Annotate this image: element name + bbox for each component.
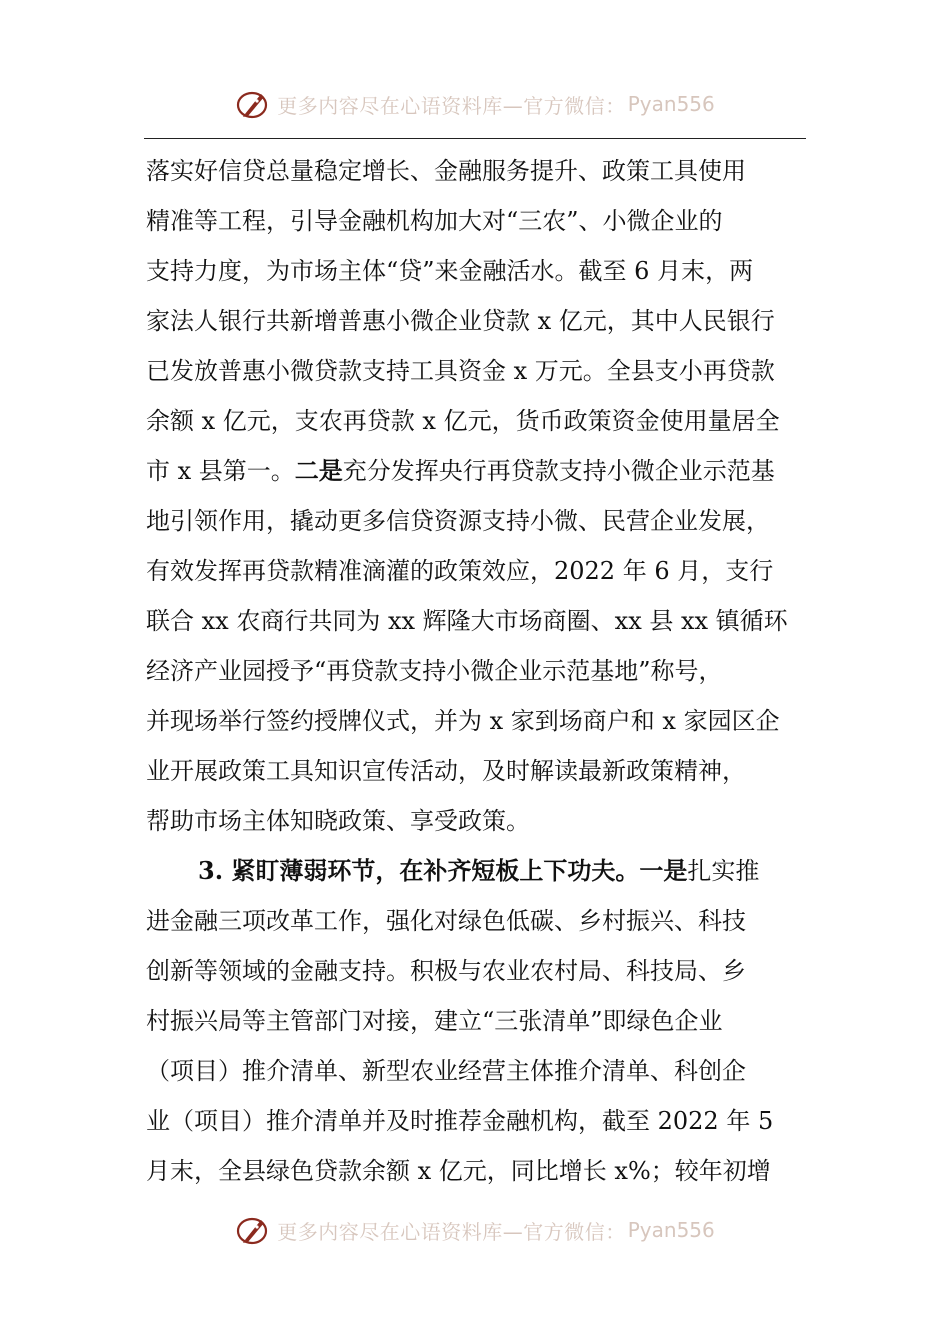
text-segment: 地引领作用，撬动更多信贷资源支持小微、民营企业发展， [146, 507, 770, 535]
footer-banner-text: 更多内容尽在心语资料库—官方微信： [277, 1219, 626, 1244]
text-line [146, 446, 808, 496]
text-segment: （项目）推介清单、新型农业经营主体推介清单、科创企 [146, 1057, 746, 1085]
text-line [146, 196, 808, 246]
footer-watermark-banner [0, 1210, 950, 1250]
text-line [146, 1146, 808, 1196]
header-divider [144, 138, 806, 139]
text-line [146, 246, 808, 296]
header-banner-handle: Pyan556 [627, 92, 715, 116]
document-body [146, 146, 808, 1196]
text-segment: 业开展政策工具知识宣传活动，及时解读最新政策精神， [146, 757, 746, 785]
header-banner-text: 更多内容尽在心语资料库—官方微信： [277, 93, 626, 118]
text-line [146, 846, 808, 896]
text-line [146, 496, 808, 546]
text-segment: 帮助市场主体知晓政策、享受政策。 [146, 807, 530, 835]
text-line [146, 646, 808, 696]
footer-banner-handle: Pyan556 [627, 1218, 715, 1242]
text-line [146, 1096, 808, 1146]
text-line [146, 696, 808, 746]
text-segment: 家法人银行共新增普惠小微企业贷款 x 亿元，其中人民银行 [146, 307, 775, 335]
text-segment: 村振兴局等主管部门对接，建立“三张清单”即绿色企业 [146, 1007, 723, 1035]
text-segment: 进金融三项改革工作，强化对绿色低碳、乡村振兴、科技 [146, 907, 746, 935]
text-segment: 扎实推 [687, 857, 760, 885]
text-segment: 精准等工程，引导金融机构加大对“三农”、小微企业的 [146, 207, 723, 235]
text-line [146, 946, 808, 996]
header-watermark-banner [0, 84, 950, 124]
bold-text-segment: 3. 紧盯薄弱环节，在补齐短板上下功夫。一是 [198, 856, 688, 885]
text-segment: 月末，全县绿色贷款余额 x 亿元，同比增长 x%；较年初增 [146, 1157, 771, 1185]
text-segment: 业（项目）推介清单并及时推荐金融机构，截至 2022 年 5 [146, 1107, 774, 1135]
text-segment: 已发放普惠小微贷款支持工具资金 x 万元。全县支小再贷款 [146, 357, 775, 385]
text-segment: 充分发挥央行再贷款支持小微企业示范基 [342, 457, 775, 485]
pen-nib-logo-icon [235, 86, 271, 122]
text-segment: 并现场举行签约授牌仪式，并为 x 家到场商户和 x 家园区企 [146, 707, 780, 735]
pen-nib-logo-icon [235, 1212, 271, 1248]
text-segment: 支持力度，为市场主体“贷”来金融活水。截至 6 月末，两 [146, 257, 754, 285]
text-segment: 经济产业园授予“再贷款支持小微企业示范基地”称号， [146, 657, 723, 685]
text-segment: 落实好信贷总量稳定增长、金融服务提升、政策工具使用 [146, 157, 746, 185]
text-segment: 余额 x 亿元，支农再贷款 x 亿元，货币政策资金使用量居全 [146, 407, 780, 435]
text-line [146, 546, 808, 596]
bold-text-segment: 二是 [294, 456, 343, 485]
text-segment: 联合 xx 农商行共同为 xx 辉隆大市场商圈、xx 县 xx 镇循环 [146, 607, 788, 635]
text-line [146, 146, 808, 196]
text-line [146, 346, 808, 396]
text-segment: 有效发挥再贷款精准滴灌的政策效应，2022 年 6 月，支行 [146, 557, 774, 585]
text-line [146, 896, 808, 946]
text-line [146, 396, 808, 446]
text-line [146, 746, 808, 796]
text-segment: 市 x 县第一。 [146, 457, 295, 485]
text-segment: 创新等领域的金融支持。积极与农业农村局、科技局、乡 [146, 957, 746, 985]
text-line [146, 296, 808, 346]
text-line [146, 796, 808, 846]
text-line [146, 1046, 808, 1096]
text-line [146, 596, 808, 646]
text-line [146, 996, 808, 1046]
